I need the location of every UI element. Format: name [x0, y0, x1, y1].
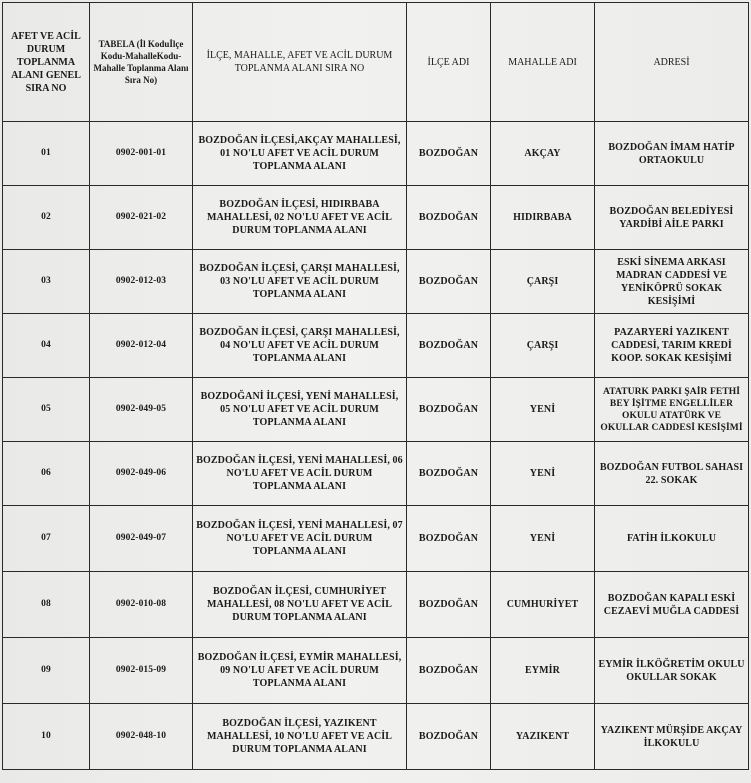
cell-mahalle: YENİ	[491, 378, 595, 442]
cell-code: 0902-049-06	[90, 442, 193, 506]
table-row	[3, 572, 749, 638]
cell-desc: BOZDOĞAN İLÇESİ, ÇARŞI MAHALLESİ, 04 NO'LU AFET VE ACİL DURUM TOPLANMA ALANI	[193, 314, 407, 378]
cell-adres: BOZDOĞAN İMAM HATİP ORTAOKULU	[595, 122, 749, 186]
cell-code: 0902-001-01	[90, 122, 193, 186]
cell-code: 0902-021-02	[90, 186, 193, 250]
header-tabela: TABELA (İl Koduİlçe Kodu-MahalleKodu-Mahalle Toplanma Alanı Sıra No)	[90, 3, 193, 122]
cell-adres: EYMİR İLKÖĞRETİM OKULU OKULLAR SOKAK	[595, 638, 749, 704]
cell-mahalle: EYMİR	[491, 638, 595, 704]
header-mahalle: MAHALLE ADI	[491, 3, 595, 122]
table-row	[3, 250, 749, 314]
cell-ilce: BOZDOĞAN	[407, 122, 491, 186]
cell-code: 0902-010-08	[90, 572, 193, 638]
cell-adres: BOZDOĞAN KAPALI ESKİ CEZAEVİ MUĞLA CADDESİ	[595, 572, 749, 638]
cell-no: 08	[3, 572, 90, 638]
cell-mahalle: YENİ	[491, 506, 595, 572]
cell-code: 0902-049-05	[90, 378, 193, 442]
table-row	[3, 442, 749, 506]
cell-code: 0902-015-09	[90, 638, 193, 704]
table-row	[3, 378, 749, 442]
header-ilce: İLÇE ADI	[407, 3, 491, 122]
cell-adres: YAZIKENT MÜRŞİDE AKÇAY İLKOKULU	[595, 704, 749, 770]
cell-mahalle: HIDIRBABA	[491, 186, 595, 250]
table-row	[3, 704, 749, 770]
cell-desc: BOZDOĞAN İLÇESİ,AKÇAY MAHALLESİ, 01 NO'LU AFET VE ACİL DURUM TOPLANMA ALANI	[193, 122, 407, 186]
cell-ilce: BOZDOĞAN	[407, 378, 491, 442]
cell-adres: BOZDOĞAN FUTBOL SAHASI 22. SOKAK	[595, 442, 749, 506]
cell-desc: BOZDOĞAN İLÇESİ, CUMHURİYET MAHALLESİ, 08 NO'LU AFET VE ACİL DURUM TOPLANMA ALANI	[193, 572, 407, 638]
cell-code: 0902-012-04	[90, 314, 193, 378]
cell-code: 0902-049-07	[90, 506, 193, 572]
cell-mahalle: CUMHURİYET	[491, 572, 595, 638]
cell-ilce: BOZDOĞAN	[407, 572, 491, 638]
cell-ilce: BOZDOĞAN	[407, 314, 491, 378]
assembly-areas-table	[2, 2, 749, 770]
header-adres: ADRESİ	[595, 3, 749, 122]
cell-desc: BOZDOĞAN İLÇESİ, ÇARŞI MAHALLESİ, 03 NO'LU AFET VE ACİL DURUM TOPLANMA ALANI	[193, 250, 407, 314]
cell-adres: FATİH İLKOKULU	[595, 506, 749, 572]
header-aciklama: İLÇE, MAHALLE, AFET VE ACİL DURUM TOPLANMA ALANI SIRA NO	[193, 3, 407, 122]
cell-mahalle: AKÇAY	[491, 122, 595, 186]
cell-no: 10	[3, 704, 90, 770]
cell-code: 0902-012-03	[90, 250, 193, 314]
header-sira-no: AFET VE ACİL DURUM TOPLANMA ALANI GENEL SIRA NO	[3, 3, 90, 122]
cell-adres: PAZARYERİ YAZIKENT CADDESİ, TARIM KREDİ KOOP. SOKAK KESİŞİMİ	[595, 314, 749, 378]
cell-ilce: BOZDOĞAN	[407, 638, 491, 704]
cell-no: 07	[3, 506, 90, 572]
cell-desc: BOZDOĞAN İLÇESİ, EYMİR MAHALLESİ, 09 NO'LU AFET VE ACİL DURUM TOPLANMA ALANI	[193, 638, 407, 704]
cell-adres: ATATURK PARKI ŞAİR FETHİ BEY İŞİTME ENGELLİLER OKULU ATATÜRK VE OKULLAR CADDESİ KESİŞİMİ	[595, 378, 749, 442]
table-row	[3, 122, 749, 186]
cell-mahalle: YAZIKENT	[491, 704, 595, 770]
cell-no: 05	[3, 378, 90, 442]
table-row	[3, 186, 749, 250]
cell-desc: BOZDOĞAN İLÇESİ, HIDIRBABA MAHALLESİ, 02 NO'LU AFET VE ACİL DURUM TOPLANMA ALANI	[193, 186, 407, 250]
cell-no: 06	[3, 442, 90, 506]
table-row	[3, 638, 749, 704]
table-row	[3, 314, 749, 378]
cell-code: 0902-048-10	[90, 704, 193, 770]
cell-no: 09	[3, 638, 90, 704]
cell-no: 04	[3, 314, 90, 378]
cell-mahalle: ÇARŞI	[491, 250, 595, 314]
cell-ilce: BOZDOĞAN	[407, 704, 491, 770]
cell-no: 03	[3, 250, 90, 314]
cell-ilce: BOZDOĞAN	[407, 506, 491, 572]
table-row	[3, 506, 749, 572]
cell-mahalle: YENİ	[491, 442, 595, 506]
cell-desc: BOZDOĞAN İLÇESİ, YENİ MAHALLESİ, 07 NO'LU AFET VE ACİL DURUM TOPLANMA ALANI	[193, 506, 407, 572]
cell-desc: BOZDOĞANİ İLÇESİ, YENİ MAHALLESİ, 05 NO'LU AFET VE ACİL DURUM TOPLANMA ALANI	[193, 378, 407, 442]
cell-no: 01	[3, 122, 90, 186]
cell-desc: BOZDOĞAN İLÇESİ, YENİ MAHALLESİ, 06 NO'LU AFET VE ACİL DURUM TOPLANMA ALANI	[193, 442, 407, 506]
cell-adres: BOZDOĞAN BELEDİYESİ YARDİBİ AİLE PARKI	[595, 186, 749, 250]
cell-ilce: BOZDOĞAN	[407, 442, 491, 506]
cell-ilce: BOZDOĞAN	[407, 186, 491, 250]
header-row	[3, 3, 749, 122]
cell-mahalle: ÇARŞI	[491, 314, 595, 378]
cell-desc: BOZDOĞAN İLÇESİ, YAZIKENT MAHALLESİ, 10 NO'LU AFET VE ACİL DURUM TOPLANMA ALANI	[193, 704, 407, 770]
cell-ilce: BOZDOĞAN	[407, 250, 491, 314]
cell-no: 02	[3, 186, 90, 250]
cell-adres: ESKİ SİNEMA ARKASI MADRAN CADDESİ VE YENİKÖPRÜ SOKAK KESİŞİMİ	[595, 250, 749, 314]
